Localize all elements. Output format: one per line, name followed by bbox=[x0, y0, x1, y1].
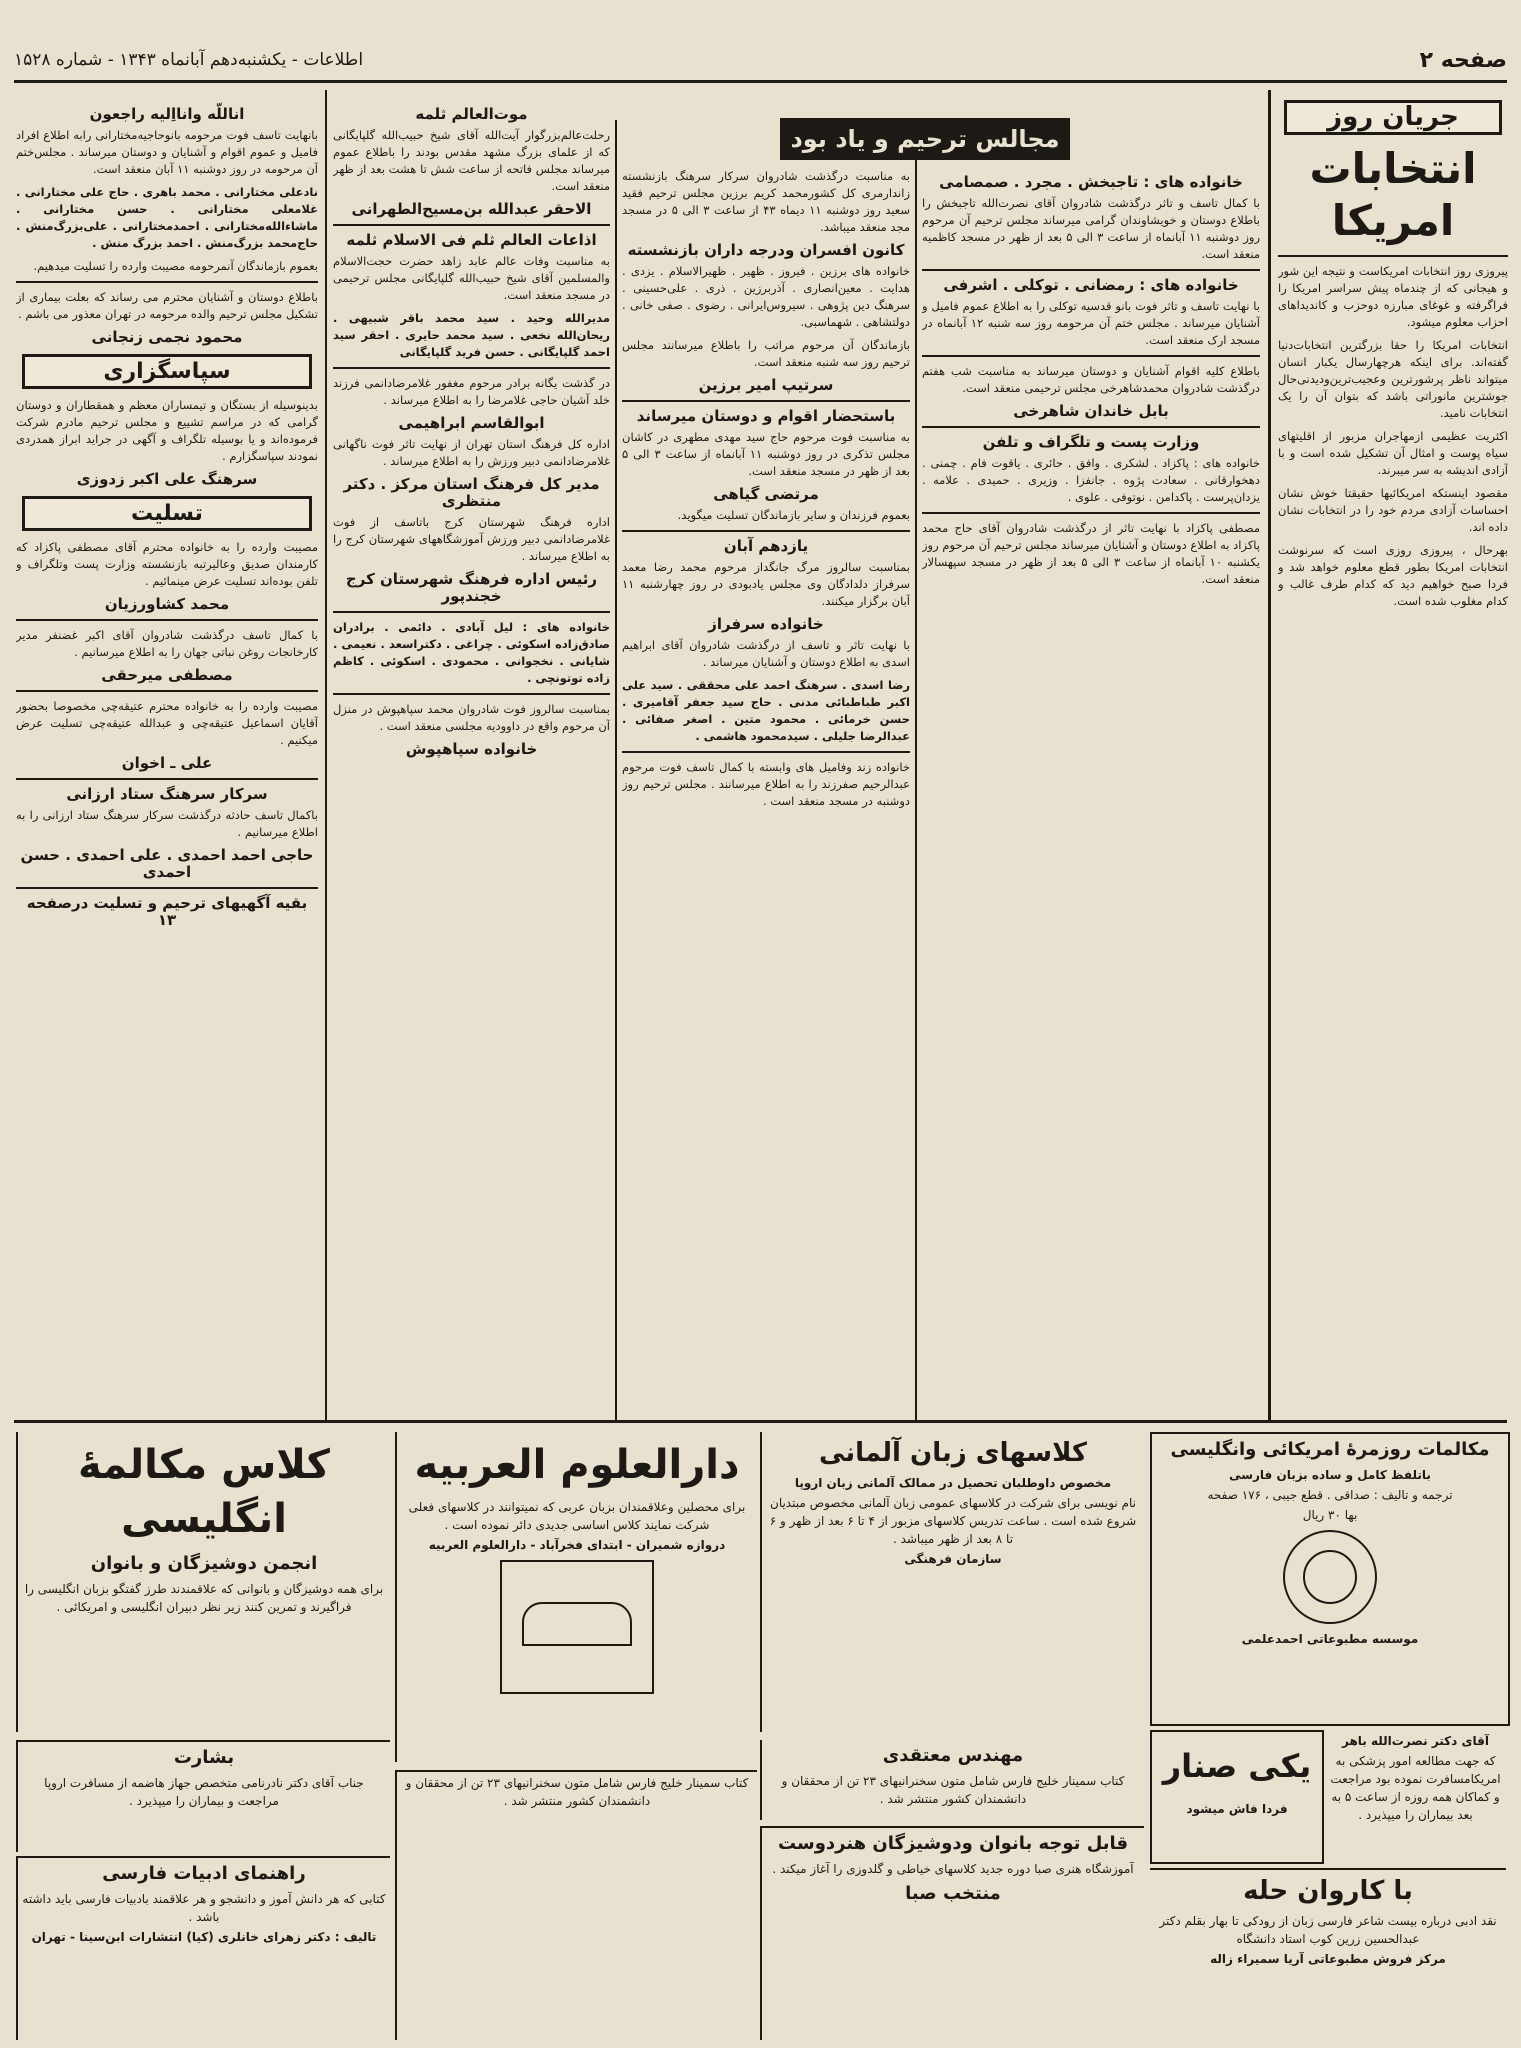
notice-body: خانواده های : پاکزاد . لشکری . وافق . حائری . یاقوت فام . چمنی . دهخوارقانی . سعادت پژوه . جانفزا . وزیری . حمیدی . علامه . یزدان‌پرست . پاکدامن . نوتوفی . علوی . bbox=[922, 456, 1260, 504]
column-rule bbox=[325, 90, 327, 1420]
notice-title: سرکار سرهنگ ستاد ارزانی bbox=[66, 785, 268, 803]
notice-body: بمناسبت سالروز فوت شادروان محمد سپاهپوش در منزل آن مرحوم واقع در داوودیه مجلسی منعقد است . bbox=[333, 702, 610, 733]
notice-title: اذاعات العالم ثلم فی الاسلام ثلمه bbox=[346, 231, 597, 249]
ad-subtitle: باتلفظ کامل و ساده بزبان فارسی bbox=[1229, 1468, 1431, 1482]
ad-org: سازمان فرهنگی bbox=[904, 1552, 1002, 1566]
notice-body: بمناسبت سالروز مرگ جانگداز مرحوم محمد رضا معمد سرفراز دلدادگان وی مجلس یادبودی در روز چهارشنبه ۱۱ آبان برگزار میکنند. bbox=[622, 560, 910, 608]
notice-title: مرتضی گیاهی bbox=[713, 485, 819, 503]
thanks-sign: سرهنگ علی اکبر زدوزی bbox=[76, 470, 258, 488]
notice-body: مصیبت وارده را به خانواده محترم عتیقه‌چی مخصوصا بحضور آقایان اسماعیل عتیقه‌چی و عبدالله عتیقه‌چی تسلیت عرض میکنیم . bbox=[16, 699, 318, 747]
notice-body: باطلاع دوستان و آشنایان محترم می رساند که بعلت بیماری از تشکیل مجلس ترحیم والده مرحومه در تهران معذور می باشم . bbox=[16, 290, 318, 321]
editorial-paragraph: مقصود اینستکه امریکائیها حقیقتا خوش نشان احساسات آزادی مردم خود را در انتخابات نشان داده اند. bbox=[1278, 486, 1508, 534]
notice-body: در گذشت یگانه برادر مرحوم مغفور غلامرضادانمی فرزند خلد آشیان حاجی غلامرضا را به اطلاع میرساند . bbox=[333, 376, 610, 407]
ad-teaser bbox=[1150, 1730, 1324, 1864]
divider bbox=[622, 751, 910, 753]
publisher-seal-icon bbox=[1283, 1530, 1377, 1624]
ad-sign: منتخب صبا bbox=[905, 1883, 1001, 1904]
notice-body: خانواده های برزین . فیروز . ظهیر . ظهیرالاسلام . یزدی . هدایت . معین‌انصاری . آذربرزین . ذری . علی‌حسینی . سرهنگ دین پژوهی . سیروس‌ایرانی . رضوی . صفی خانی . دولتشاهی . شهماسبی. bbox=[622, 264, 910, 329]
ad-title: راهنمای ادبیات فارسی bbox=[102, 1863, 306, 1884]
notice-body: با نهایت تاسف و تاثر فوت بانو قدسیه توکلی را به اطلاع عموم فامیل و آشنایان میرساند . مجلس ختم آن مرحومه روز سه شنبه ۱۲ آبانماه در مسجد ارک منعقد است. bbox=[922, 299, 1260, 347]
notice-title: حاجی احمد احمدی . علی احمدی . حسن احمدی bbox=[20, 846, 314, 881]
ad-title: کلاس مکالمهٔ انگلیسی bbox=[78, 1442, 330, 1542]
notice-body: مدیرالله وحید . سید محمد باقر شبیهی . ریحان‌الله نخعی . سید محمد حایری . احقر سید احمد گلپایگانی . حسن فرید گلپایگانی bbox=[333, 311, 610, 359]
page-header bbox=[14, 40, 1507, 83]
notice-title: محمود نجمی زنجانی bbox=[91, 328, 243, 346]
column-rule bbox=[915, 120, 917, 1420]
divider bbox=[1278, 255, 1508, 257]
divider bbox=[16, 778, 318, 780]
editorial-paragraph: پیروزی روز انتخابات امریکاست و نتیجه این شور و هیجانی که از چندماه پیش سراسر امریکا را فراگرفته و غوغای مبارزه دوحزب و کاندیداهای احزاب معلوم میشود. bbox=[1278, 264, 1508, 329]
notice-body: اداره کل فرهنگ استان تهران از نهایت تاثر فوت ناگهانی غلامرضادانمی دبیر ورزش را به اطلاع میرساند . bbox=[333, 437, 610, 468]
notice-body: مصطفی پاکزاد با نهایت تاثر از درگذشت شادروان آقای حاج محمد پاکزاد به اطلاع دوستان و آشنایان میرساند مجلس ترحیم آن مرحوم روز یکشنبه ۱۰ آبانماه از ساعت ۳ الی ۵ بعد از ظهر در مسجد سپهسالار منعقد است. bbox=[922, 521, 1260, 586]
notice-body: بازماندگان آن مرحوم مراتب را باطلاع میرسانند مجلس ترحیم روز سه شنبه منعقد است. bbox=[622, 338, 910, 369]
editorial-paragraph: اکثریت عظیمی ازمهاجران مزبور از اقلیتهای سیاه پوست و امثال آن تشکیل شده است و با آزادی اندیشه به سر میبرند. bbox=[1278, 429, 1508, 477]
notice-title: موت‌العالم ثلمه bbox=[415, 105, 528, 123]
notice-body: به مناسبت وفات عالم عابد زاهد حضرت حجت‌الاسلام والمسلمین آقای شیخ حبیب‌الله گلپایگانی مجلس ترحیمی در مسجد منعقد است. bbox=[333, 254, 610, 302]
school-emblem-icon bbox=[500, 1560, 654, 1694]
editorial-paragraph: انتخابات امریکا را حقا بزرگترین انتخابات‌دنیا گفته‌اند. برای اینکه هرچهارسال یکبار انسان میتواند ناظر پرشورترین وعجیب‌ترین‌ودیدنی‌حال ‌جوشترین مانوراتی باشد که بتوان آن را یک انتخابات نامید. bbox=[1278, 338, 1508, 420]
section-rule bbox=[14, 1420, 1507, 1423]
column-rule bbox=[1268, 90, 1271, 1420]
notice-body: رضا اسدی . سرهنگ احمد علی محققی . سید علی اکبر طباطبائی مدنی . حاج سید جعفر آقامیری . حسن خرمائی . محمود متین . اصغر صفائی . عبدالرضا جلیلی . سیدمحمود هاشمی . bbox=[622, 678, 910, 743]
notice-body: رحلت‌عالم‌بزرگوار آیت‌الله آقای شیخ حبیب‌الله گلپایگانی که از علمای بزرگ مشهد مقدس بودند را باطلاع عموم میرساند مجلس فاتحه از ساعت شش تا هشت بعد از ظهر منعقد است. bbox=[333, 128, 610, 193]
page-number: صفحه ۲ bbox=[1419, 47, 1507, 73]
ad-title: مکالمات روزمرهٔ امریکائی وانگلیسی bbox=[1170, 1439, 1490, 1460]
condolence-body: مصیبت وارده را به خانواده محترم آقای مصطفی پاکزاد که کارمندان صدیق وعالیرتبه بازنشسته وزارت پست وتلگراف و تلفن بوده‌اند تسلیت عرض مینمائیم . bbox=[16, 540, 318, 588]
divider bbox=[333, 224, 610, 226]
notice-body: با کمال تاسف و تاثر درگذشت شادروان آقای نصرت‌الله تاجبخش را باطلاع دوستان و خویشاوندان گرامی میرساند مجلس ترحیم آن مرحوم روز دوشنبه ۱۱ آبانماه از ساعت ۳ الی ۵ بعد از ظهر در مسجد کاظمیه منعقد است. bbox=[922, 196, 1260, 261]
notice-title: الاحقر عبدالله بن‌مسیح‌الطهرانی bbox=[351, 200, 592, 218]
notice-title: خانواده های : تاجبخش . مجرد . صمصامی bbox=[939, 173, 1243, 191]
ad-title: کلاسهای زبان آلمانی bbox=[819, 1438, 1087, 1468]
notice-body: با کمال تاسف درگذشت شادروان آقای اکبر غضنفر مدیر کارخانجات روغن نباتی جهان را به اطلاع میرسانیم . bbox=[16, 628, 318, 659]
editorial-column bbox=[1278, 92, 1508, 1414]
ad-body: نقد ادبی درباره بیست شاعر فارسی زبان از رودکی تا بهار بقلم دکتر عبدالحسین زرین کوب استاد دانشگاه bbox=[1159, 1914, 1497, 1946]
ad-caravan-book bbox=[1150, 1868, 1506, 2040]
editorial-headline: انتخابات امریکا bbox=[1309, 144, 1477, 245]
ad-arabic-school bbox=[395, 1432, 757, 1762]
notice-title: خانواده سرفراز bbox=[708, 615, 824, 633]
divider bbox=[16, 619, 318, 621]
ad-price: بها ۳۰ ریال bbox=[1302, 1508, 1358, 1522]
notice-title: علی ـ اخوان bbox=[121, 754, 213, 772]
notice-body: نادعلی مختارانی . محمد باهری . حاج علی مختارانی . غلامعلی مختارانی . حسن مختارانی . ماشاءالله‌مختارانی . احمدمختارانی . علی‌بزرگ‌منش . حاج‌محمد بزرگ‌منش . احمد بزرگ منش . bbox=[16, 185, 318, 250]
ad-sign: تالیف : دکتر زهرای خانلری (کیا) انتشارات ابن‌سینا - تهران bbox=[31, 1930, 377, 1944]
notice-body: به مناسبت درگذشت شادروان سرکار سرهنگ بازنشسته زاندارمری کل کشورمحمد کریم برزین مجلس ترحیم فقید سعید روز دوشنبه ۱۱ دیماه ۴۳ از ساعت ۳ الی ۵ در مسجد مجد منعقد میباشد. bbox=[622, 169, 910, 234]
notice-body: بعموم بازماندگان آنمرحومه مصیبت وارده را تسلیت میدهیم. bbox=[33, 259, 318, 273]
obituary-column-3 bbox=[622, 168, 910, 1414]
divider bbox=[333, 693, 610, 695]
notice-title: رئیس اداره فرهنگ شهرستان کرج خجندپور bbox=[345, 570, 598, 605]
ad-literature-guide bbox=[16, 1856, 390, 2040]
ad-english-class bbox=[16, 1432, 390, 1732]
ad-title: با کاروان حله bbox=[1243, 1876, 1413, 1906]
ad-body: جناب آقای دکتر نادرنامی متخصص جهاز هاضمه از مسافرت اروپا مراجعت و بیماران را میپذیرد . bbox=[44, 1776, 364, 1808]
ad-doctor-return bbox=[16, 1740, 390, 1852]
notice-body: باطلاع کلیه اقوام آشنایان و دوستان میرساند به مناسبت شب هفتم درگذشت شادروان محمدشاهرخی مجلس ترحیمی منعقد است. bbox=[922, 364, 1260, 395]
ad-title: آقای دکتر نصرت‌الله باهر bbox=[1342, 1734, 1489, 1748]
ad-publisher: موسسه مطبوعاتی احمدعلمی bbox=[1241, 1632, 1419, 1646]
obituary-column-5 bbox=[16, 100, 318, 1414]
condolence-sign: محمد کشاورزیان bbox=[104, 595, 230, 613]
ad-title: قابل توجه بانوان ودوشیزگان هنردوست bbox=[777, 1833, 1129, 1854]
ad-engineer bbox=[760, 1740, 1144, 1820]
divider bbox=[16, 887, 318, 889]
notice-body: اداره فرهنگ شهرستان کرج باتاسف از فوت غلامرضادانمی دبیر ورزش آموزشگاههای شهرستان کرج را به اطلاع میرساند . bbox=[333, 515, 610, 563]
ad-body: کتاب سمینار خلیج فارس شامل متون سخنرانیهای ۲۳ تن از محققان و دانشمندان کشور منتشر شد . bbox=[405, 1776, 749, 1808]
notice-title: باستحضار اقوام و دوستان میرساند bbox=[636, 407, 896, 425]
notice-title: سرتیپ امیر برزین bbox=[698, 376, 834, 394]
ad-title: یکی صنار bbox=[1162, 1747, 1312, 1785]
notice-body: بعموم فرزندان و سایر بازماندگان تسلیت میگوید. bbox=[677, 508, 910, 522]
notice-title: بابل خاندان شاهرخی bbox=[1013, 402, 1169, 420]
notice-title: خانواده سپاهپوش bbox=[405, 740, 538, 758]
condolence-box-title: تسلیت bbox=[22, 496, 312, 531]
divider bbox=[16, 690, 318, 692]
ad-doctor bbox=[1325, 1730, 1506, 1860]
notice-title: مدیر کل فرهنگ استان مرکز . دکتر منتظری bbox=[343, 475, 600, 510]
notice-title: یازدهم آبان bbox=[723, 537, 809, 555]
thanks-body: بدینوسیله از بستگان و تیمساران معظم و همقطاران و دوستان گرامی که در مراسم تشییع و مجلس ترحیم مادرم شرکت فرموده‌اند و یا بوسیله تلگراف و آگهی در جراید ابراز همدردی نمودند سپاسگزارم . bbox=[16, 398, 318, 463]
ad-body: برای همه دوشیزگان و بانوانی که علاقمندند طرز گفتگو بزبان انگلیسی را فراگیرند و تمرین کنند زیر نظر دبیران انگلیسی و امریکائی . bbox=[24, 1582, 384, 1614]
obituary-column-4 bbox=[333, 100, 610, 1414]
divider bbox=[922, 355, 1260, 357]
ad-subtitle: انجمن دوشیزگان و بانوان bbox=[90, 1553, 318, 1574]
notice-body: خانواده زند وفامیل های وابسته با کمال تاسف فوت مرحوم عبدالرحیم صفرزند را به اطلاع میرسانند . مجلس ترحیم روز دوشنبه در مسجد منعقد است . bbox=[622, 760, 910, 808]
column-rule bbox=[615, 120, 617, 1420]
ad-body: کتاب سمینار خلیج فارس شامل متون سخنرانیهای ۲۳ تن از محققان و دانشمندان کشور منتشر شد . bbox=[781, 1774, 1125, 1806]
editorial-paragraph: بهرحال ، پیروزی روزی است که سرنوشت انتخابات امریکا بطور قطع معلوم خواهد شد و فردا صبح خواهیم دید که کدام طرف غالب و کدام مغلوب شده است. bbox=[1278, 543, 1508, 608]
notice-body: بانهایت تاسف فوت مرحومه بانوحاجیه‌مختارانی رابه اطلاع افراد فامیل و عموم اقوام و آشنایان و دوستان میرساند . مجلس‌ختم آن مرحومه در روز دوشنبه ۱۱ آبان منعقد است. bbox=[16, 128, 318, 176]
ad-conversations-book bbox=[1150, 1432, 1510, 1726]
notice-title: مصطفی میرحقی bbox=[101, 666, 233, 684]
ad-body: نام نویسی برای شرکت در کلاسهای عمومی زبان آلمانی مخصوص مبتدیان شروع شده است . ساعت تدریس کلاسهای مزبور از ۴ تا ۶ بعد از ظهر و ۶ تا ۸ بعد از ظهر میباشد . bbox=[769, 1496, 1137, 1546]
notice-title: کانون افسران ودرجه داران بازنشسته bbox=[627, 241, 905, 259]
divider bbox=[622, 530, 910, 532]
divider bbox=[922, 426, 1260, 428]
ad-saba-school bbox=[760, 1826, 1144, 2040]
ad-address: دروازه شمیران - ابتدای فخرآباد - دارالعلوم العربیه bbox=[428, 1538, 726, 1552]
thanks-box-title: سپاسگزاری bbox=[22, 354, 312, 389]
footer-note: بقیه آگهیهای ترحیم و تسلیت درصفحه ۱۳ bbox=[26, 894, 308, 929]
dateline: اطلاعات - یکشنبه‌دهم آبانماه ۱۳۴۳ - شماره ۱۵۲۸ bbox=[14, 50, 364, 70]
ad-subtitle: مخصوص داوطلبان تحصیل در ممالک آلمانی زبان اروپا bbox=[794, 1476, 1112, 1490]
notice-title: اناللّه وانااِلیه راجعون bbox=[89, 105, 245, 123]
notice-body: خانواده های : لیل آبادی . دائمی . برادران صادق‌زاده اسکوئی . چراغی . دکتراسعد . نعیمی . شایانی . نخجوانی . محمودی . اسکوئی . کاظم زاده توتونچی . bbox=[333, 620, 610, 685]
ad-seminar-book bbox=[395, 1770, 757, 2040]
divider bbox=[922, 269, 1260, 271]
divider bbox=[16, 281, 318, 283]
notice-body: به مناسبت فوت مرحوم حاج سید مهدی مطهری در کاشان مجلس تذکری در روز دوشنبه ۱۱ آبانماه از ساعت ۳ الی ۵ بعد از ظهر در مسجد منعقد است. bbox=[622, 430, 910, 478]
obituary-column-2 bbox=[922, 168, 1260, 1414]
notice-title: ابوالقاسم ابراهیمی bbox=[398, 414, 545, 432]
ad-body: فردا فاش میشود bbox=[1186, 1802, 1288, 1816]
ad-sign: مرکز فروش مطبوعاتی آریا سمیراء زاله bbox=[1210, 1952, 1446, 1966]
ad-title: بشارت bbox=[173, 1747, 235, 1768]
divider bbox=[333, 367, 610, 369]
ad-body: که جهت مطالعه امور پزشکی به امریکامسافرت نموده بود مراجعت و کماکان همه روزه از ساعت ۵ به بعد بیماران را میپذیرد . bbox=[1330, 1754, 1501, 1822]
section-banner: مجالس ترحیم و یاد بود bbox=[780, 118, 1070, 160]
ad-title: دارالعلوم العربیه bbox=[414, 1442, 740, 1488]
notice-title: وزارت پست و تلگراف و تلفن bbox=[982, 433, 1200, 451]
divider bbox=[922, 512, 1260, 514]
ad-body: کتابی که هر دانش آموز و دانشجو و هر علاقمند بادبیات فارسی باید داشته باشد . bbox=[22, 1892, 386, 1924]
divider bbox=[622, 400, 910, 402]
divider bbox=[333, 611, 610, 613]
ad-body: آموزشگاه هنری صبا دوره جدید کلاسهای خیاطی و گلدوزی را آغاز میکند . bbox=[772, 1862, 1134, 1876]
column-title-box: جریان روز bbox=[1284, 100, 1502, 135]
ad-body: برای محصلین وعلاقمندان بزبان عربی که نمیتوانند در کلاسهای فعلی شرکت نمایند کلاس اساسی جدیدی دائر نموده است . bbox=[408, 1500, 746, 1532]
ad-title: مهندس معتقدی bbox=[882, 1745, 1024, 1766]
notice-title: خانواده های : رمضانی . توکلی . اشرفی bbox=[943, 276, 1239, 294]
notice-body: باکمال تاسف حادثه درگذشت سرکار سرهنگ ستاد ارزانی را به اطلاع میرسانیم . bbox=[16, 808, 318, 839]
notice-body: با نهایت تاثر و تاسف از درگذشت شادروان آقای ابراهیم اسدی به اطلاع دوستان و آشنایان میرساند . bbox=[622, 638, 910, 669]
ad-body: ترجمه و تالیف : صداقی . قطع جیبی ، ۱۷۶ صفحه bbox=[1207, 1488, 1453, 1502]
ad-german-classes bbox=[760, 1432, 1144, 1732]
